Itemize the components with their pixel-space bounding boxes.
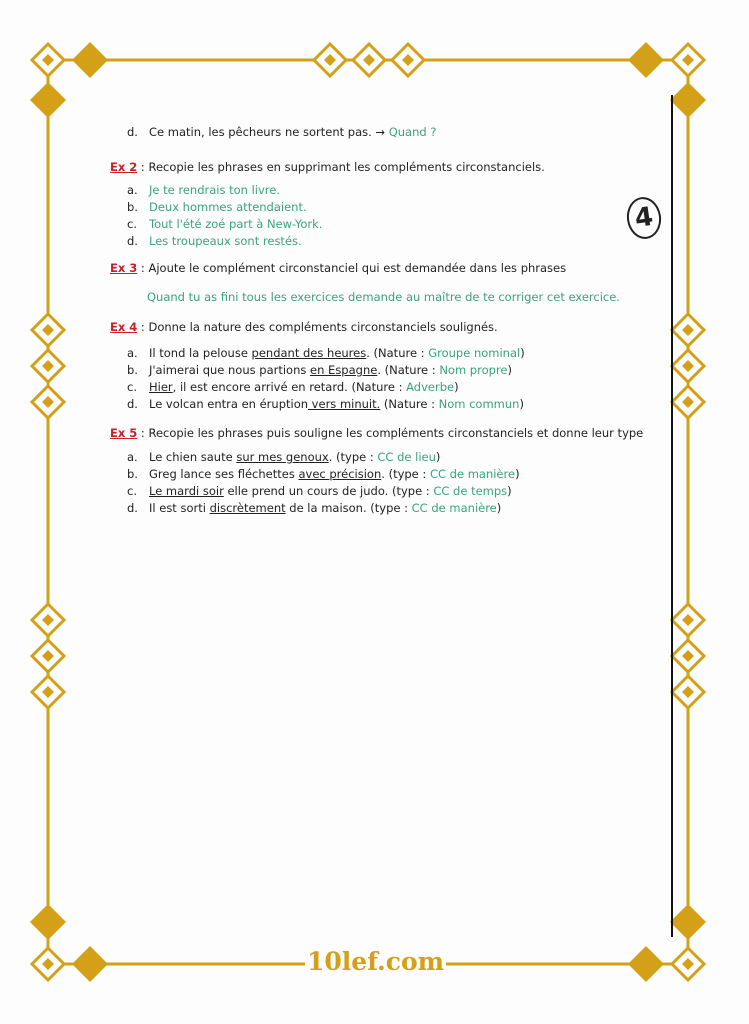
item-text: Ce matin, les pêcheurs ne sortent pas. → (149, 125, 389, 139)
exercise-5-heading (110, 426, 643, 441)
list-item: c. Le mardi soir elle prend un cours de judo. (type : CC de temps) (127, 484, 512, 498)
exercise-label: Ex 4 (110, 320, 138, 334)
item-letter: d. (127, 125, 138, 139)
exercise-instruction: : Ajoute le complément circonstanciel qui est demandée dans les phrases (137, 261, 567, 275)
list-item (127, 125, 436, 140)
list-item: d. Les troupeaux sont restés. (127, 234, 302, 248)
list-item: c. Tout l'été zoé part à New-York. (127, 217, 323, 231)
exercise-instruction: : Recopie les phrases puis souligne les compléments circonstanciels et donne leur type (137, 426, 644, 440)
exercise-3-note: Quand tu as fini tous les exercices demande au maître de te corriger cet exercice. (147, 290, 620, 304)
exercise-instruction: : Recopie les phrases en supprimant les compléments circonstanciels. (137, 160, 545, 174)
list-item: a. Le chien saute sur mes genoux. (type : CC de lieu) (127, 450, 441, 464)
exercise-label: Ex 2 (110, 160, 138, 174)
exercise-label: Ex 3 (110, 261, 138, 275)
exercise-4-heading (110, 320, 498, 335)
list-item: d. Le volcan entra en éruption vers minuit. (Nature : Nom commun) (127, 397, 524, 411)
exercise-instruction: : Donne la nature des compléments circonstanciels soulignés. (137, 320, 498, 334)
list-item: b. J'aimerai que nous partions en Espagne. (Nature : Nom propre) (127, 363, 512, 377)
item-answer: Quand ? (388, 125, 437, 139)
page-number: 4 (624, 195, 664, 241)
list-item: b. Deux hommes attendaient. (127, 200, 307, 214)
exercise-2-heading (110, 160, 545, 175)
footer-site-name: 10lef.com (307, 947, 445, 976)
list-item: c. Hier, il est encore arrivé en retard. (Nature : Adverbe) (127, 380, 459, 394)
list-item: d. Il est sorti discrètement de la maison. (type : CC de manière) (127, 501, 502, 515)
exercise-3-heading (110, 261, 566, 276)
list-item: a. Il tond la pelouse pendant des heures. (Nature : Groupe nominal) (127, 346, 525, 360)
exercise-label: Ex 5 (110, 426, 138, 440)
list-item: a. Je te rendrais ton livre. (127, 183, 281, 197)
list-item: b. Greg lance ses fléchettes avec précision. (type : CC de manière) (127, 467, 520, 481)
